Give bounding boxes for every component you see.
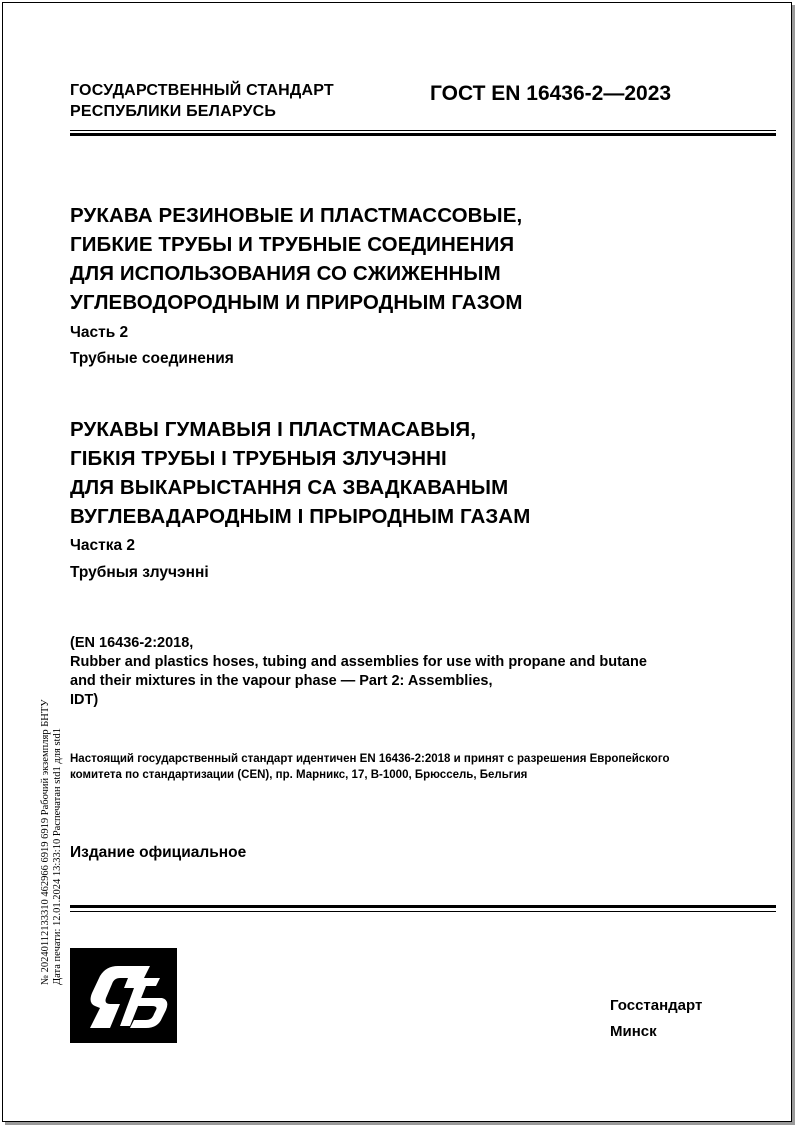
footer-rule-thick xyxy=(70,905,776,908)
header-org-line1: ГОСУДАРСТВЕННЫЙ СТАНДАРТ xyxy=(70,82,334,99)
english-line: IDT) xyxy=(70,692,99,708)
identity-note xyxy=(70,751,760,783)
belarusian-title-line: РУКАВЫ ГУМАВЫЯ І ПЛАСТМАСАВЫЯ, xyxy=(70,418,476,441)
print-stamp-line1: № 20240112133310 462966 6919 6919 Рабочий экземпляр БНТУ xyxy=(40,699,51,985)
footer-rule-thin xyxy=(70,911,776,912)
belarusian-part: Частка 2 xyxy=(70,537,136,554)
russian-title-line: ГИБКИЕ ТРУБЫ И ТРУБНЫЕ СОЕДИНЕНИЯ xyxy=(70,233,515,256)
publisher: Госстандарт xyxy=(610,997,703,1014)
header-org-line2: РЕСПУБЛИКИ БЕЛАРУСЬ xyxy=(70,103,277,120)
header-organization xyxy=(70,80,334,122)
note-line: Настоящий государственный стандарт идентичен EN 16436-2:2018 и принят с разрешения Европейского xyxy=(70,753,670,765)
belarusian-title-line: ГІБКІЯ ТРУБЫ І ТРУБНЫЯ ЗЛУЧЭННІ xyxy=(70,447,447,470)
header-rule-thick xyxy=(70,133,776,136)
belarusian-title-line: ДЛЯ ВЫКАРЫСТАННЯ СА ЗВАДКАВАНЫМ xyxy=(70,476,509,499)
russian-title-line: ДЛЯ ИСПОЛЬЗОВАНИЯ СО СЖИЖЕННЫМ xyxy=(70,262,501,285)
russian-title-line: УГЛЕВОДОРОДНЫМ И ПРИРОДНЫМ ГАЗОМ xyxy=(70,291,523,314)
header-rule-thin xyxy=(70,130,776,131)
russian-title-line: РУКАВА РЕЗИНОВЫЕ И ПЛАСТМАССОВЫЕ, xyxy=(70,204,523,227)
stb-logo-icon xyxy=(70,948,177,1043)
russian-title xyxy=(70,201,523,317)
russian-subtitle: Трубные соединения xyxy=(70,350,234,367)
english-line: Rubber and plastics hoses, tubing and assemblies for use with propane and butane xyxy=(70,654,647,670)
belarusian-title-line: ВУГЛЕВАДАРОДНЫМ І ПРЫРОДНЫМ ГАЗАМ xyxy=(70,505,531,528)
standard-code: ГОСТ EN 16436-2—2023 xyxy=(430,82,672,105)
english-line: and their mixtures in the vapour phase — Part 2: Assemblies, xyxy=(70,673,493,689)
stb-logo xyxy=(70,948,177,1043)
print-stamp-line2: Дата печати: 12.01.2024 13:33:10 Распечатан std1 для std1 xyxy=(52,728,63,985)
english-reference xyxy=(70,634,760,710)
note-line: комитета по стандартизации (CEN), пр. Марникс, 17, B-1000, Брюссель, Бельгия xyxy=(70,769,528,781)
city: Минск xyxy=(610,1023,657,1040)
print-stamp xyxy=(40,585,64,985)
english-line: (EN 16436-2:2018, xyxy=(70,635,194,651)
russian-part: Часть 2 xyxy=(70,324,129,341)
belarusian-subtitle: Трубныя злучэнні xyxy=(70,564,209,581)
edition-label: Издание официальное xyxy=(70,844,247,861)
belarusian-title xyxy=(70,415,530,531)
